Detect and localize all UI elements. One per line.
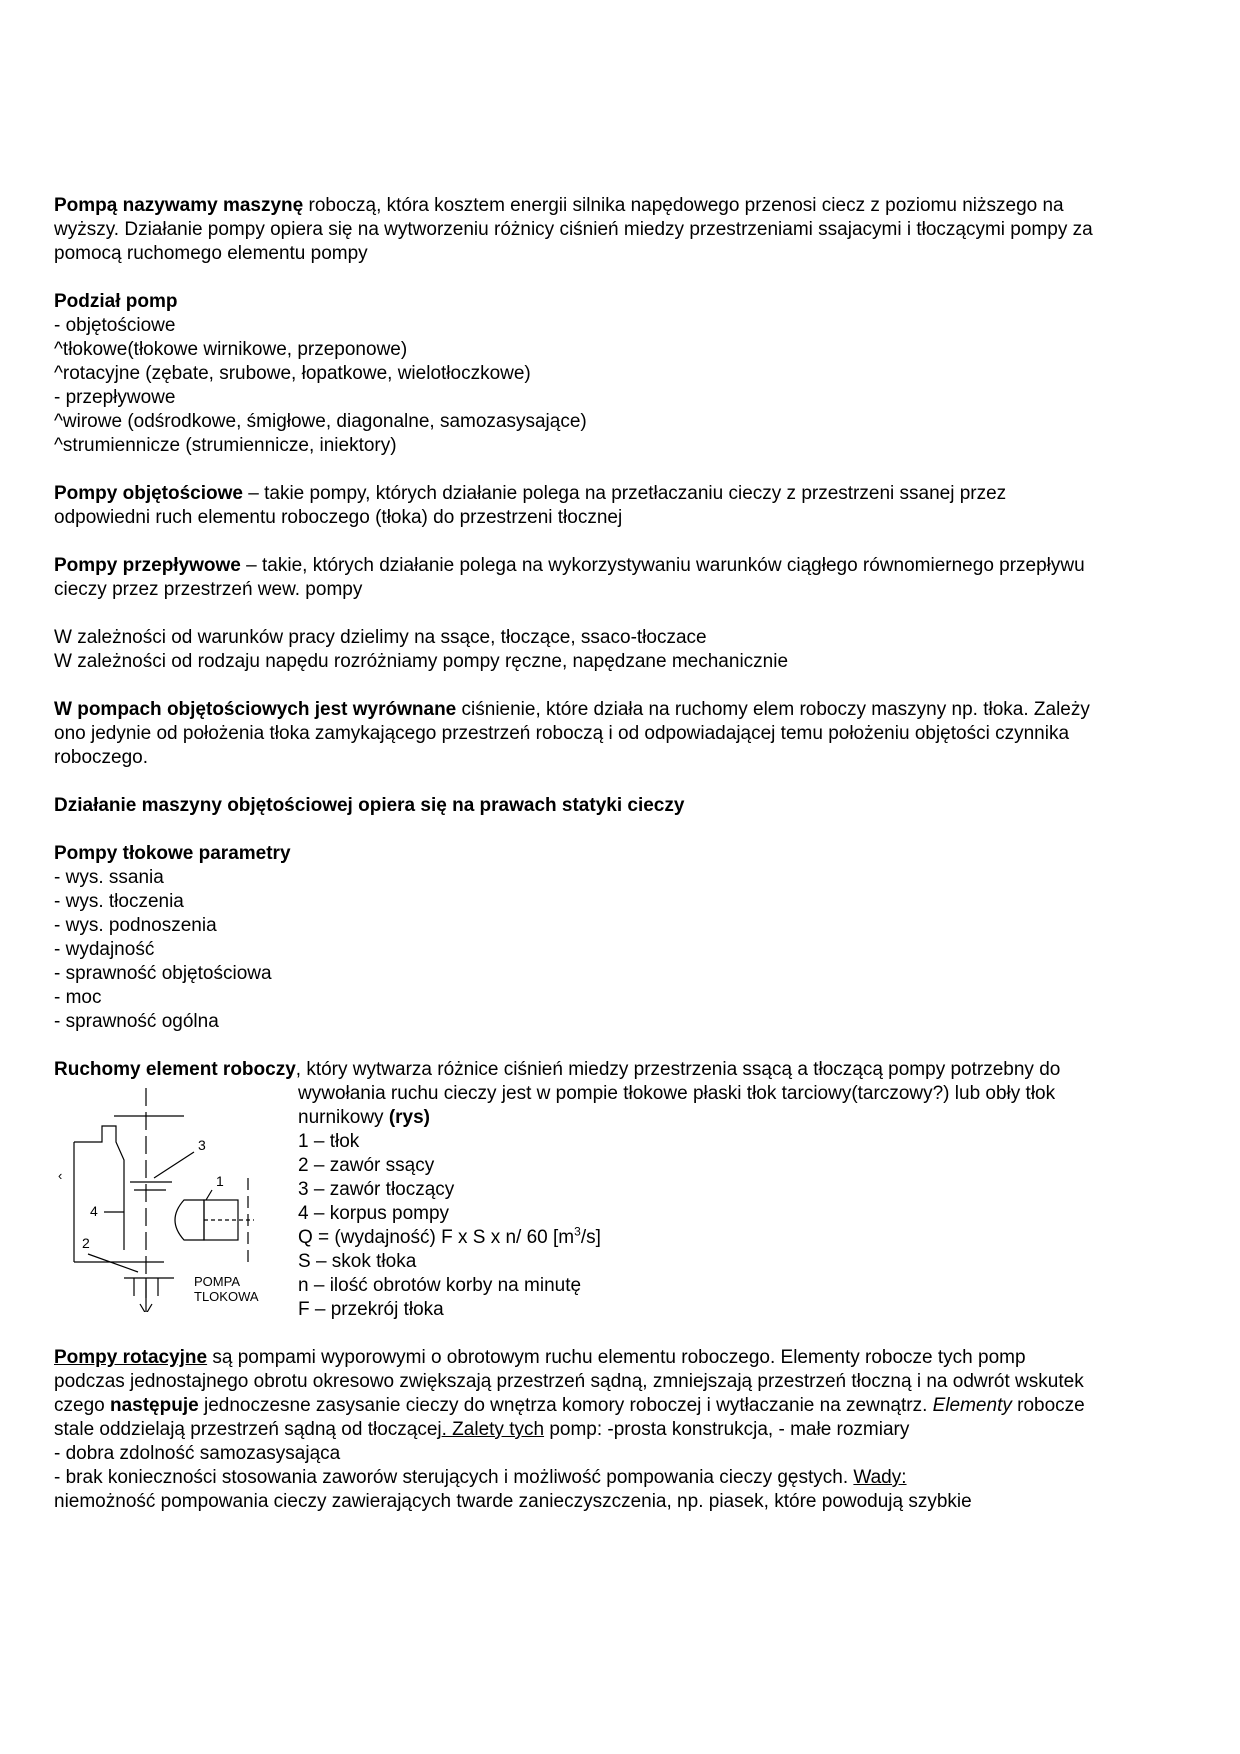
legend-item: 3 – zawór tłoczący [298, 1179, 455, 1200]
zaleznosci-paragraph: W zależności od warunków pracy dzielimy na ssące, tłoczące, ssaco-tłoczace W zależności od rodzaju napędu rozróżniamy pompy ręczne, napędzane mechanicznie [54, 627, 789, 672]
parametry-section [54, 842, 1204, 1034]
objetosciowe-paragraph: Pompy objętościowe – takie pompy, których działanie polega na przetłaczaniu cieczy z przestrzeni ssanej przez odpowiedni ruch elementu roboczego (tłoka) do przestrzeni tłocznej [54, 483, 1007, 528]
legend-item: 4 – korpus pompy [298, 1203, 450, 1224]
document-page [54, 194, 1204, 1538]
list-item: - sprawność objętościowa [54, 963, 272, 984]
parametry-title: Pompy tłokowe parametry [54, 843, 291, 864]
list-item: ^rotacyjne (zębate, srubowe, łopatkowe, wielotłoczkowe) [54, 363, 531, 384]
list-item: - przepływowe [54, 387, 176, 408]
legend-item: 2 – zawór ssący [298, 1155, 435, 1176]
fig-label-2: 2 [82, 1235, 90, 1251]
fig-label-3: 3 [198, 1137, 206, 1153]
list-item: - objętościowe [54, 315, 176, 336]
fig-caption-2: TLOKOWA [194, 1289, 259, 1304]
list-item: - wys. ssania [54, 867, 164, 888]
fig-marker: ‹ [58, 1168, 63, 1183]
piston-chamber [175, 1200, 204, 1240]
def-item: S – skok tłoka [298, 1251, 417, 1272]
intro-bold: Pompą nazywamy maszynę [54, 195, 304, 216]
fig-caption-1: POMPA [194, 1274, 240, 1289]
intro-paragraph: Pompą nazywamy maszynę roboczą, która kosztem energii silnika napędowego przenosi ciecz z poziomu niższego na wyższy. Działanie pompy opiera się na wytworzeniu różnicy ciśnień miedzy przestrzeniami ssajacymi i tłoczącymi pompy za pomocą ruchomego elementu pompy [54, 195, 1093, 264]
def-item: n – ilość obrotów korby na minutę [298, 1275, 582, 1296]
pump-body-outline [74, 1126, 124, 1182]
list-item: ^strumiennicze (strumiennicze, iniektory) [54, 435, 397, 456]
list-item: - wydajność [54, 939, 155, 960]
ruchomy-section: Ruchomy element roboczy, który wytwarza różnice ciśnień miedzy przestrzenia ssącą a tłoczącą pompy potrzebny do ‹ 3 1 4 2 POMPA TLOKOWA wywołania ruchu cieczy jest w pompie tłokowe płaski tłok tarciowy(tarczowy?) lub obły tłok nurnikowy (rys) 1 – tłok 2 – zawór ssący 3 – zawór tłoczący 4 – korpus pompy Q = (wydajność) F x S x n/ 60 $[m^3/s]$ S – skok tłoka n – ilość obrotów korby na minutę F – przekrój tłoka [54, 1058, 1204, 1322]
list-item: - sprawność ogólna [54, 1011, 219, 1032]
list-item: - moc [54, 987, 102, 1008]
list-item: ^tłokowe(tłokowe wirnikowe, przeponowe) [54, 339, 408, 360]
formula-q: Q = (wydajność) F x S x n/ 60 $[m^3/s]$ [298, 1224, 601, 1248]
piston-pump-figure [54, 1082, 294, 1312]
def-item: F – przekrój tłoka [298, 1299, 444, 1320]
podzial-section [54, 290, 1204, 458]
statyka-heading: Działanie maszyny objętościowej opiera się na prawach statyki cieczy [54, 795, 685, 816]
ruchomy-text-block: wywołania ruchu cieczy jest w pompie tłokowe płaski tłok tarciowy(tarczowy?) lub obły tłok nurnikowy (rys) 1 – tłok 2 – zawór ssący 3 – zawór tłoczący 4 – korpus pompy Q = (wydajność) F x S x n/ 60 $[m^3/s]$ S – skok tłoka n – ilość obrotów korby na minutę F – przekrój tłoka [298, 1082, 1204, 1322]
rotacyjne-paragraph: Pompy rotacyjne są pompami wyporowymi o obrotowym ruchu elementu roboczego. Elementy robocze tych pomp podczas jednostajnego obrotu okresowo zwiększają przestrzeń sądną, zmniejszają przestrzeń tłoczną i na odwrót wskutek czego następuje jednoczesne zasysanie cieczy do wnętrza komory roboczej i wytłaczanie na zewnątrz. Elementy robocze stale oddzielają przestrzeń sądną od tłoczącej. Zalety tych pomp: -prosta konstrukcja, - małe rozmiary - dobra zdolność samozasysająca - brak konieczności stosowania zaworów sterujących i możliwość pompowania cieczy gęstych. Wady: niemożność pompowania cieczy zawierających twarde zanieczyszczenia, np. piasek, które powodują szybkie [54, 1347, 1085, 1512]
fig-label-1: 1 [216, 1173, 224, 1189]
fig-label-4: 4 [90, 1203, 98, 1219]
list-item: - wys. tłoczenia [54, 891, 184, 912]
list-item: - wys. podnoszenia [54, 915, 217, 936]
wyrownane-paragraph: W pompach objętościowych jest wyrównane ciśnienie, które działa na ruchomy elem roboczy maszyny np. tłoka. Zależy ono jedynie od położenia tłoka zamykającego przestrzeń roboczą i od odpowiadającej temu położeniu objętości czynnika roboczego. [54, 699, 1090, 768]
przeplywowe-paragraph: Pompy przepływowe – takie, których działanie polega na wykorzystywaniu warunków ciągłego równomiernego przepływu cieczy przez przestrzeń wew. pompy [54, 555, 1085, 600]
podzial-title: Podział pomp [54, 291, 178, 312]
list-item: ^wirowe (odśrodkowe, śmigłowe, diagonalne, samozasysające) [54, 411, 587, 432]
legend-item: 1 – tłok [298, 1131, 360, 1152]
